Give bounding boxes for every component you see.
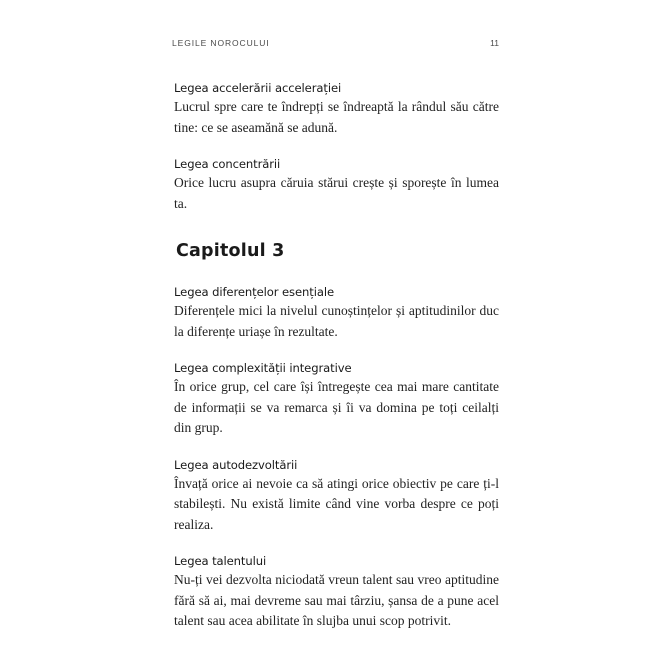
law-text: Nu-ți vei dezvolta niciodată vreun talent sau vreo aptitudine fără să ai, mai devreme sau mai târziu, șansa de a pune acel talent sau acea abilitate în slujba unui scop potrivit.: [174, 572, 499, 628]
law-title: Legea diferențelor esențiale: [174, 285, 334, 299]
law-concentration: [174, 156, 499, 214]
law-talent: [174, 553, 499, 632]
chapter-title: Capitolul 3: [176, 241, 285, 261]
law-title: Legea autodezvoltării: [174, 457, 298, 472]
law-text: Diferențele mici la nivelul cunoștințelor și aptitudinilor duc la diferențe uriașe în rezultate.: [174, 303, 499, 339]
law-title: Legea concentrării: [174, 157, 281, 171]
law-acceleration: [174, 80, 499, 138]
running-title: LEGILE NOROCULUI: [172, 38, 270, 48]
page-number: 11: [490, 38, 499, 48]
law-integrative-complexity: [174, 360, 499, 439]
running-head: [172, 38, 499, 52]
law-text: Învață orice ai nevoie ca să atingi orice obiectiv pe care ți-l stabilești. Nu există limite când vine vorba despre ce poți realiza.: [174, 475, 499, 532]
law-title: Legea talentului: [174, 554, 267, 568]
law-text: În orice grup, cel care își întregește cea mai mare cantitate de informații se va remarca și îi va domina pe toți ceilalți din grup.: [174, 379, 499, 435]
page-body: [174, 80, 499, 650]
law-title: Legea accelerării accelerației: [174, 81, 342, 95]
law-text: Orice lucru asupra căruia stărui crește și sporește în lumea ta.: [174, 175, 499, 211]
law-title: Legea complexității integrative: [174, 361, 352, 375]
law-text: Lucrul spre care te îndrepți se îndreaptă la rândul său către tine: ce se aseamănă se adună.: [174, 99, 499, 135]
law-essential-differences: [174, 284, 499, 342]
law-self-development: [174, 457, 499, 536]
